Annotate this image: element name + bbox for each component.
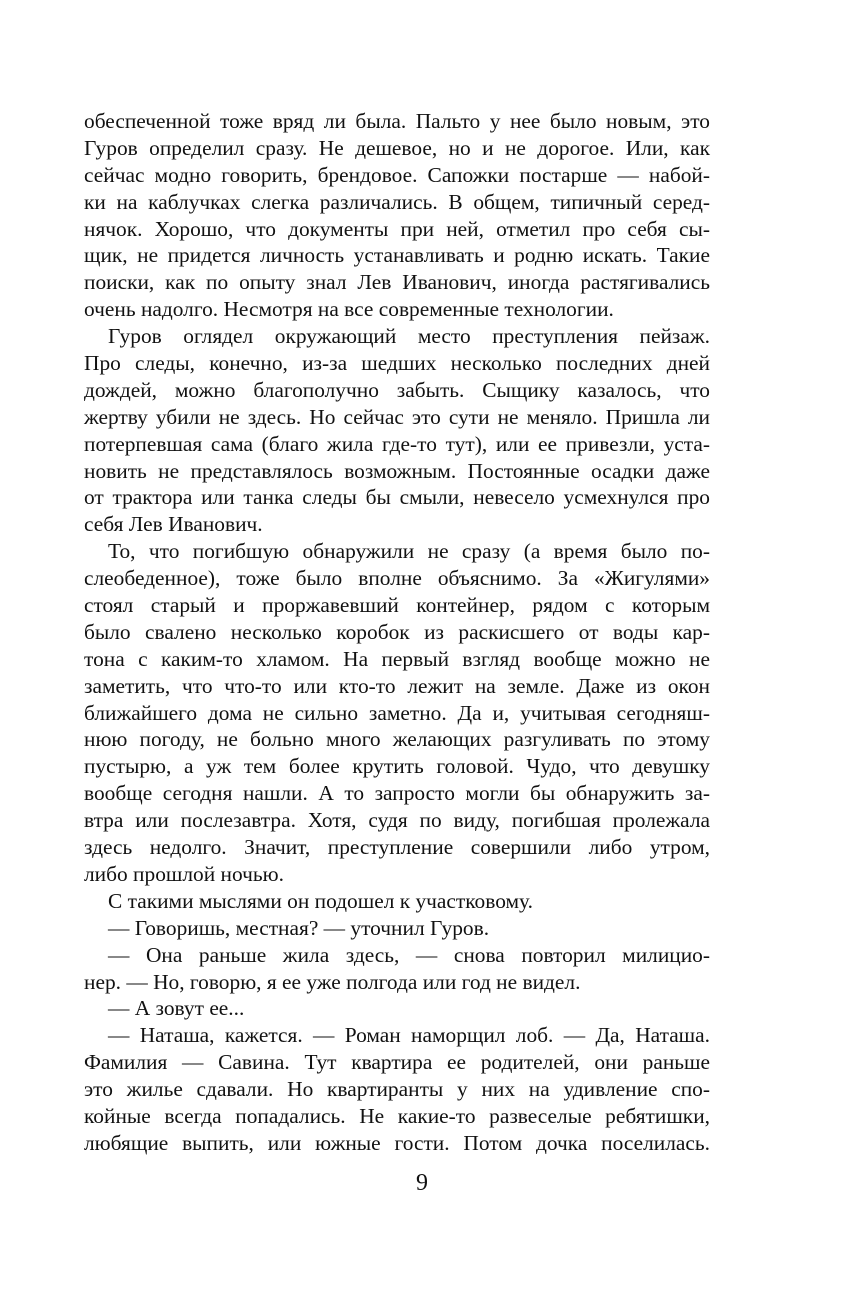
paragraph-7 (84, 995, 710, 1022)
text-line: стоял старый и проржавевший контейнер, рядом с которым (84, 593, 710, 618)
text-line: тона с каким-то хламом. На первый взгляд вообще можно не (84, 646, 710, 671)
text-line: нер. — Но, говорю, я ее уже полгода или год не видел. (84, 969, 581, 994)
text-line: вообще сегодня нашли. А то запросто могли бы обнаружить за- (84, 781, 710, 806)
text-line: втра или послезавтра. Хотя, судя по виду, погибшая пролежала (84, 808, 710, 833)
text-line: новить не представлялось возможным. Постоянные осадки даже (84, 458, 710, 483)
paragraph-8 (84, 1022, 710, 1156)
text-line: заметить, что что-то или кто-то лежит на земле. Даже из окон (84, 673, 710, 698)
text-line: жертву убили не здесь. Но сейчас это сути не меняло. Пришла ли (84, 404, 710, 429)
paragraph-4 (84, 888, 710, 915)
text-line: здесь недолго. Значит, преступление совершили либо утром, (84, 835, 710, 860)
paragraph-5 (84, 915, 710, 942)
text-line: С такими мыслями он подошел к участковому. (108, 888, 533, 913)
text-line: нюю погоду, не больно много желающих разгуливать по этому (84, 727, 710, 752)
text-line: То, что погибшую обнаружили не сразу (а время было по- (108, 539, 710, 564)
text-line: дождей, можно благополучно забыть. Сыщику казалось, что (84, 377, 710, 402)
text-line: — Говоришь, местная? — уточнил Гуров. (108, 915, 490, 940)
text-line: — А зовут ее... (108, 996, 245, 1021)
text-line: обеспеченной тоже вряд ли была. Пальто у нее было новым, это (84, 109, 710, 133)
text-line: Фамилия — Савина. Тут квартира ее родителей, они раньше (84, 1050, 710, 1075)
text-line: сейчас модно говорить, брендовое. Сапожки постарше — набой- (84, 162, 710, 187)
text-line: — Она раньше жила здесь, — снова повторил милицио- (108, 942, 710, 967)
text-line: либо прошлой ночью. (84, 861, 284, 886)
text-line: было свалено несколько коробок из раскисшего от воды кар- (84, 619, 710, 644)
paragraph-1 (84, 108, 710, 323)
text-line: щик, не придется личность устанавливать и родню искать. Такие (84, 243, 710, 268)
text-line: это жилье сдавали. Но квартиранты у них на удивление спо- (84, 1077, 710, 1102)
text-line: Гуров оглядел окружающий место преступления пейзаж. (108, 324, 710, 349)
paragraph-3 (84, 538, 710, 888)
paragraph-6 (84, 942, 710, 996)
text-line: себя Лев Иванович. (84, 512, 263, 537)
text-line: любящие выпить, или южные гости. Потом дочка поселилась. (84, 1130, 710, 1155)
text-line: нячок. Хорошо, что документы при ней, отметил про себя сы- (84, 216, 710, 241)
text-line: поиски, как по опыту знал Лев Иванович, иногда растягивались (84, 270, 710, 295)
text-line: от трактора или танка следы бы смыли, невесело усмехнулся про (84, 485, 710, 510)
text-line: пустырю, а уж тем более крутить головой. Чудо, что девушку (84, 754, 710, 779)
text-line: слеобеденное), тоже было вполне объяснимо. За «Жигулями» (84, 566, 710, 591)
paragraph-2 (84, 323, 710, 538)
text-line: койные всегда попадались. Не какие-то развеселые ребятишки, (84, 1103, 710, 1128)
page-number: 9 (416, 1170, 428, 1196)
text-line: ближайшего дома не сильно заметно. Да и, учитывая сегодняш- (84, 700, 710, 725)
text-line: Гуров определил сразу. Не дешевое, но и не дорогое. Или, как (84, 135, 710, 160)
book-page-body (84, 108, 710, 1157)
text-line: ки на каблучках слегка различались. В общем, типичный серед- (84, 189, 710, 214)
text-line: Про следы, конечно, из-за шедших несколько последних дней (84, 351, 710, 376)
text-line: очень надолго. Несмотря на все современные технологии. (84, 297, 614, 322)
text-line: потерпевшая сама (благо жила где-то тут), или ее привезли, уста- (84, 431, 710, 456)
text-line: — Наташа, кажется. — Роман наморщил лоб. — Да, Наташа. (108, 1023, 710, 1048)
